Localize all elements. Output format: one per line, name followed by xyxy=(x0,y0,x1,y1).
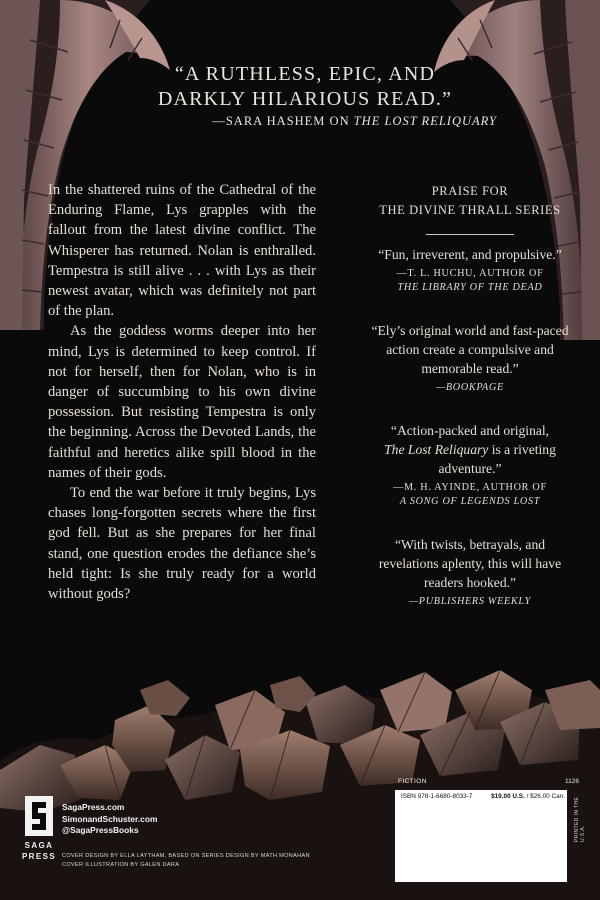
praise-item: “With twists, betrayals, and revelations aplenty, this will have readers hooked.” —PUBLISHERS WEEKLY xyxy=(378,537,562,607)
praise-heading: PRAISE FOR THE DIVINE THRALL SERIES xyxy=(379,184,561,217)
praise-column xyxy=(370,182,570,635)
barcode-panel xyxy=(395,790,567,882)
praise-item: “Action-packed and original, The Lost Reliquary is a riveting adventure.” —M. H. AYINDE, AUTHOR OF A SONG OF LEGENDS LOST xyxy=(384,423,556,507)
top-quote-attribution: —SARA HASHEM ON THE LOST RELIQUARY xyxy=(212,114,497,128)
publisher-website[interactable]: SagaPress.com xyxy=(62,802,125,812)
top-review-quote xyxy=(95,62,515,129)
price: $19.00 U.S. / $26.00 Can. xyxy=(491,793,565,800)
svg-text:PRESS: PRESS xyxy=(22,852,56,861)
praise-item: “Fun, irreverent, and propulsive.” —T. L. HUCHU, AUTHOR OF THE LIBRARY OF THE DEAD xyxy=(378,247,562,293)
publisher-contact xyxy=(62,802,157,837)
cover-credits: COVER DESIGN BY ELLA LAYTHAM, BASED ON SERIES DESIGN BY MATH MONAHAN COVER ILLUSTRATION BY GALEN DARA xyxy=(62,853,310,868)
printed-in-label: PRINTED IN THE U.S.A. xyxy=(574,796,586,842)
synopsis-paragraph: As the goddess worms deeper into her mind, Lys is determined to keep control. If not for herself, then for Nolan, who is in danger of succumbing to his own divine possession. But resisting Tempestra is only the beginning. Across the Devoted Lands, the faithful and heretics alike spill blood in the names of their gods. xyxy=(48,323,316,481)
synopsis-paragraph: To end the war before it truly begins, Lys chases long-forgotten secrets where the first god fell. But as she prepares for her final stand, one question erodes the defiance she’s held tight: Is she truly ready for a world without gods? xyxy=(48,485,316,603)
svg-text:SAGA: SAGA xyxy=(24,841,54,850)
catalog-code: 1126 xyxy=(565,778,579,785)
category-label: FICTION xyxy=(398,778,427,785)
book-synopsis xyxy=(48,180,316,604)
praise-item: “Ely’s original world and fast-paced action create a compulsive and memorable read.” —BOOKPAGE xyxy=(371,323,569,393)
praise-divider xyxy=(426,234,514,235)
publisher-social-handle[interactable]: @SagaPressBooks xyxy=(62,825,139,835)
isbn-number: ISBN 978-1-6680-8033-7 xyxy=(401,793,473,800)
publisher-website[interactable]: SimonandSchuster.com xyxy=(62,813,158,824)
isbn-price-line xyxy=(401,793,565,800)
top-quote-text: “A RUTHLESS, EPIC, AND DARKLY HILARIOUS READ.” xyxy=(157,63,453,110)
saga-press-logo xyxy=(22,796,56,866)
synopsis-paragraph: In the shattered ruins of the Cathedral of the Enduring Flame, Lys grapples with the fallout from the latest divine conflict. The Whisperer has returned. Nolan is enthralled. Tempestra is still alive . . . with Lys as their newest avatar, which was definitely not part of the plan. xyxy=(48,182,316,320)
